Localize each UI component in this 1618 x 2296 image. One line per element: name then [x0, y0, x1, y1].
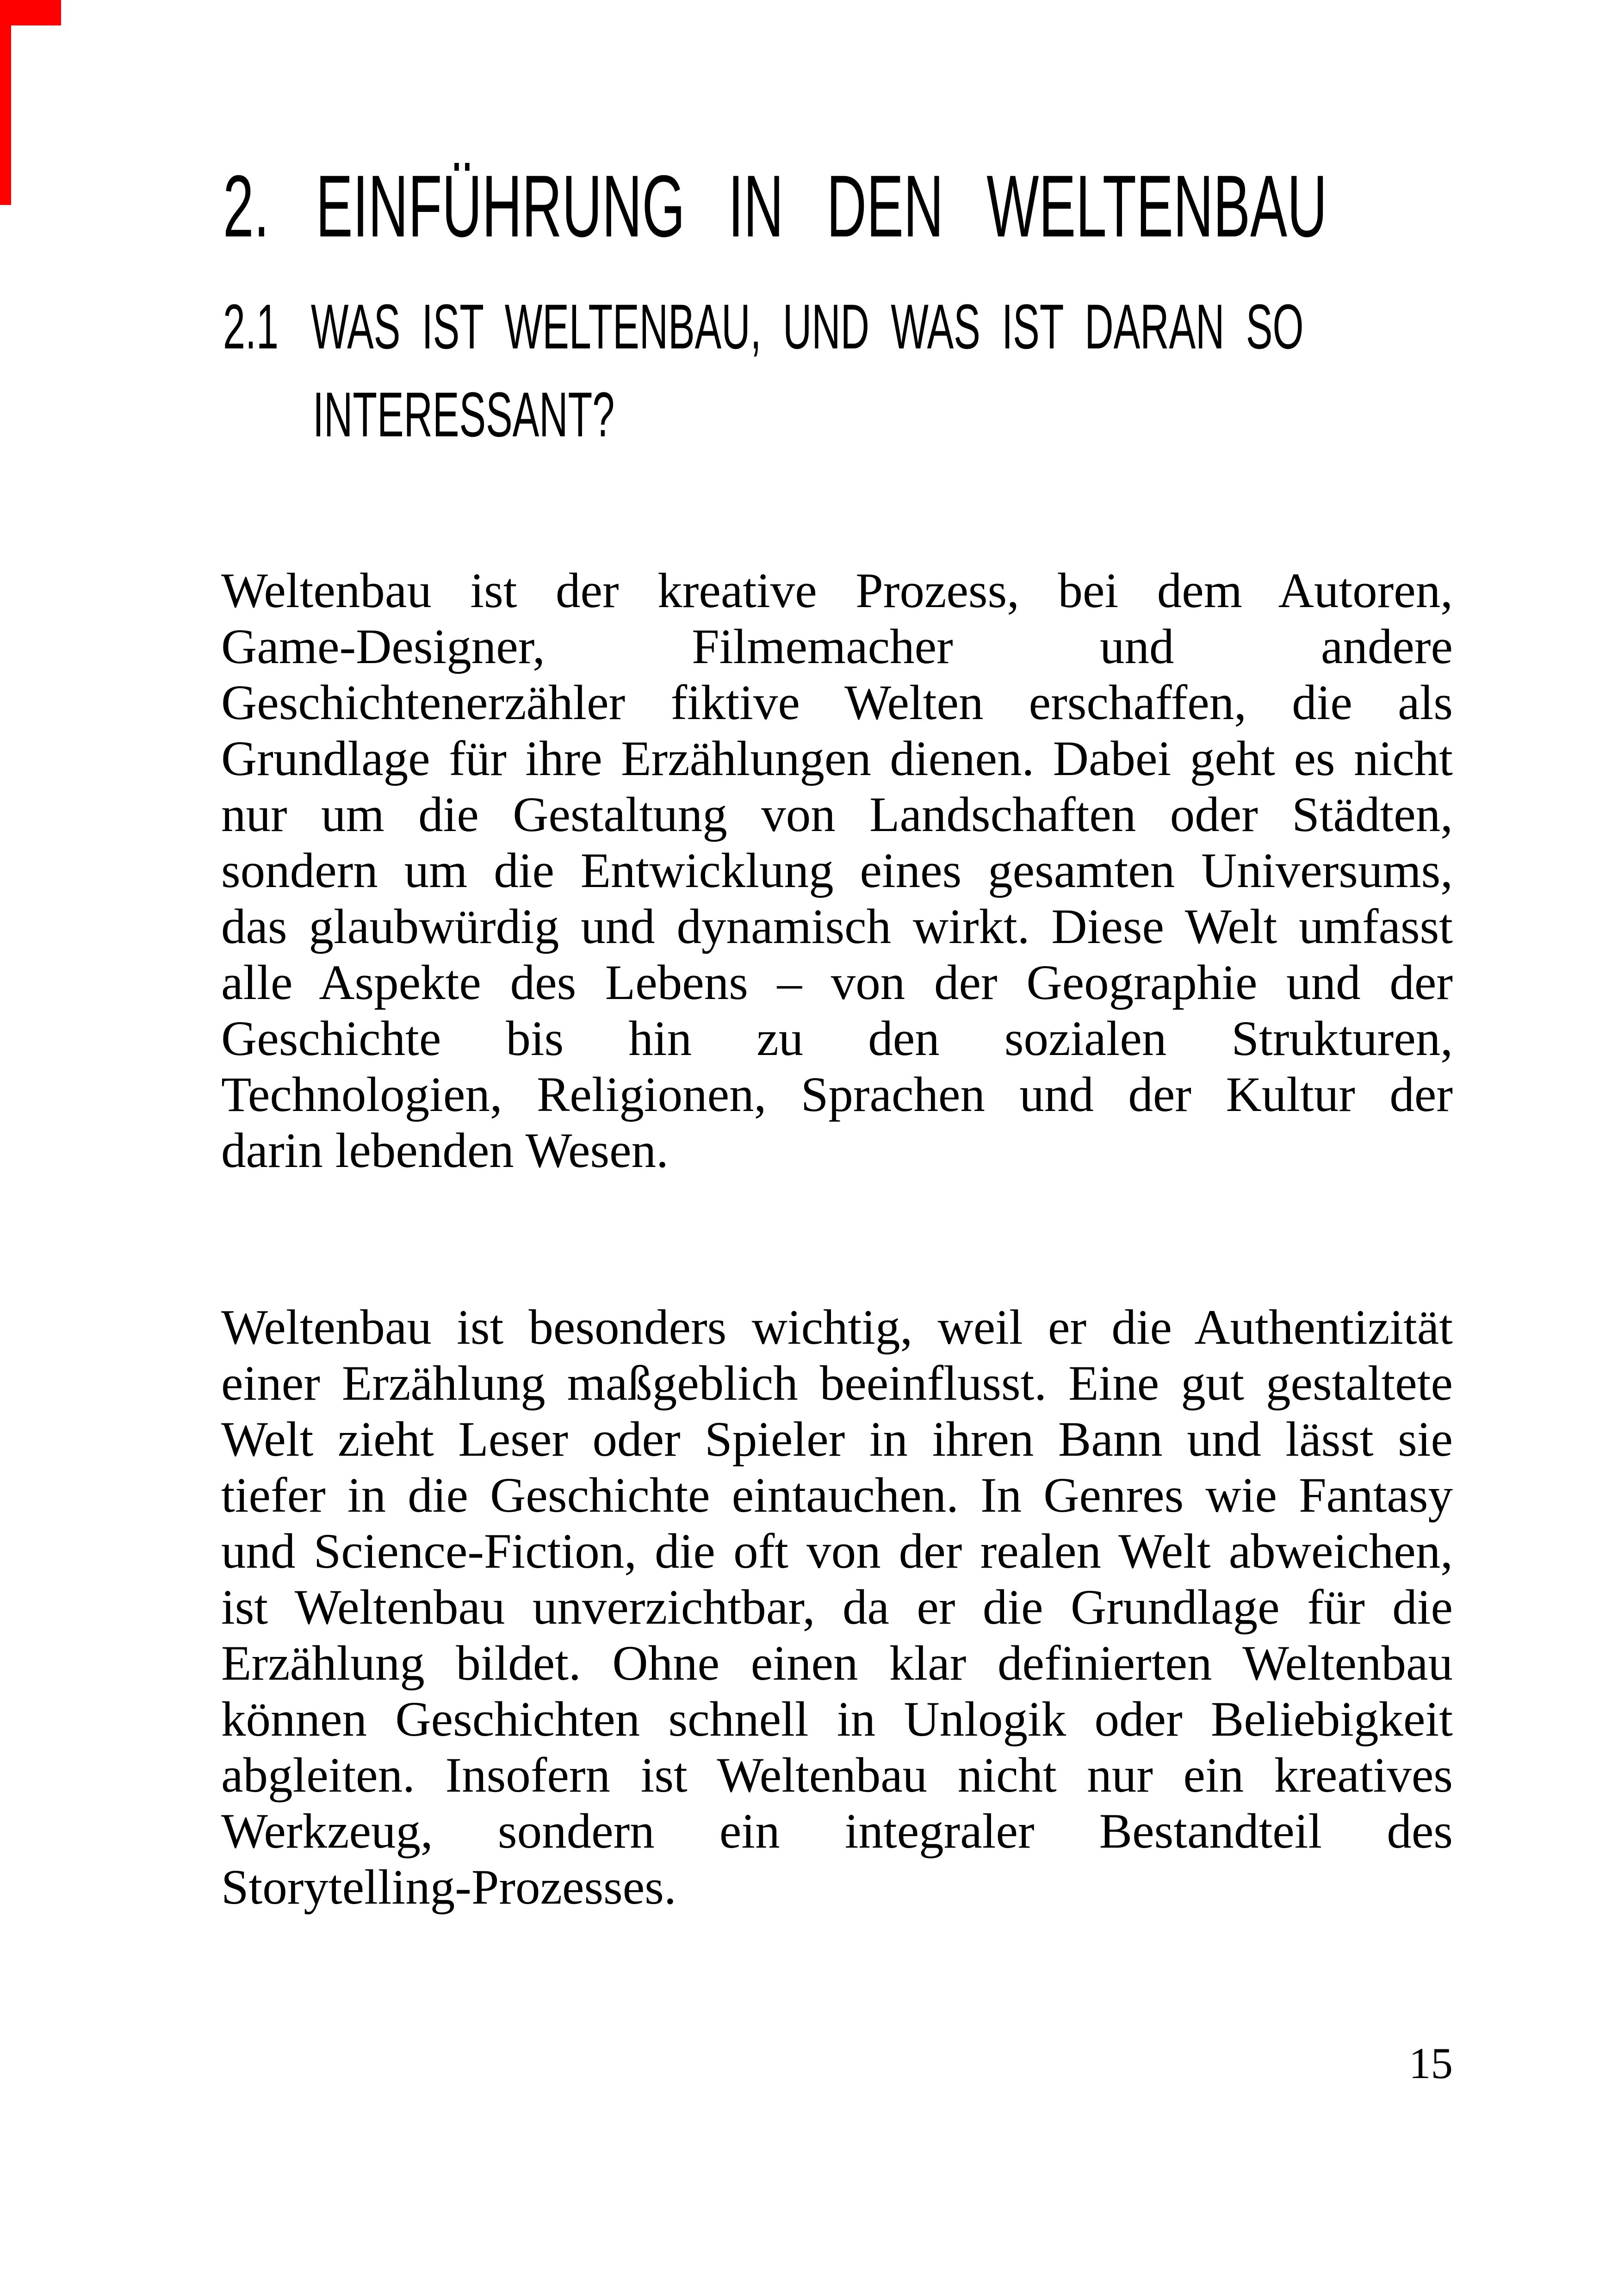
- section-number: 2.1: [223, 292, 279, 362]
- text-line: nur um die Gestaltung von Landschaften oder Städten,: [221, 788, 1453, 842]
- text-line: Technologien, Religionen, Sprachen und der Kultur der: [221, 1067, 1453, 1122]
- text-line: Grundlage für ihre Erzählungen dienen. Dabei geht es nicht: [221, 732, 1453, 786]
- text-line: abgleiten. Insofern ist Weltenbau nicht nur ein kreatives: [221, 1748, 1453, 1803]
- text-line: sondern um die Entwicklung eines gesamten Universums,: [221, 844, 1453, 898]
- text-line: Weltenbau ist besonders wichtig, weil er die Authentizität: [221, 1300, 1453, 1355]
- section-heading-line2: [223, 371, 1304, 459]
- text-line: können Geschichten schnell in Unlogik oder Beliebigkeit: [221, 1692, 1453, 1747]
- page-number: 15: [1409, 2039, 1453, 2088]
- section-title-part1: WAS IST WELTENBAU, UND WAS IST DARAN SO: [310, 292, 1304, 362]
- text-line: Geschichtenerzähler fiktive Welten erschaffen, die als: [221, 676, 1453, 730]
- text-line: alle Aspekte des Lebens – von der Geographie und der: [221, 956, 1453, 1010]
- text-line: Geschichte bis hin zu den sozialen Strukturen,: [221, 1011, 1453, 1066]
- section-heading-line1: [223, 283, 1304, 371]
- text-line: einer Erzählung maßgeblich beeinflusst. Eine gut gestaltete: [221, 1356, 1453, 1411]
- text-line: Game-Designer, Filmemacher und andere: [221, 620, 1453, 674]
- red-corner-mark-vertical: [0, 0, 11, 205]
- chapter-heading: [223, 157, 1618, 255]
- text-line: darin lebenden Wesen.: [221, 1123, 669, 1178]
- paragraph-2: [221, 1300, 1453, 1916]
- text-line: Storytelling-Prozesses.: [221, 1860, 676, 1915]
- text-line: und Science-Fiction, die oft von der realen Welt abweichen,: [221, 1524, 1453, 1579]
- section-title-part2: INTERESSANT?: [313, 379, 615, 450]
- text-line: Weltenbau ist der kreative Prozess, bei dem Autoren,: [221, 564, 1453, 618]
- chapter-title: EINFÜHRUNG IN DEN WELTENBAU: [316, 157, 1327, 255]
- text-line: tiefer in die Geschichte eintauchen. In Genres wie Fantasy: [221, 1468, 1453, 1523]
- text-line: das glaubwürdig und dynamisch wirkt. Diese Welt umfasst: [221, 900, 1453, 954]
- text-line: ist Weltenbau unverzichtbar, da er die Grundlage für die: [221, 1580, 1453, 1635]
- text-line: Welt zieht Leser oder Spieler in ihren Bann und lässt sie: [221, 1412, 1453, 1467]
- section-heading: [223, 283, 1618, 459]
- paragraph-1: [221, 563, 1453, 1179]
- chapter-number: 2.: [223, 157, 269, 255]
- text-line: Werkzeug, sondern ein integraler Bestandteil des: [221, 1804, 1453, 1859]
- red-corner-mark-horizontal: [0, 0, 61, 25]
- text-line: Erzählung bildet. Ohne einen klar definierten Weltenbau: [221, 1636, 1453, 1691]
